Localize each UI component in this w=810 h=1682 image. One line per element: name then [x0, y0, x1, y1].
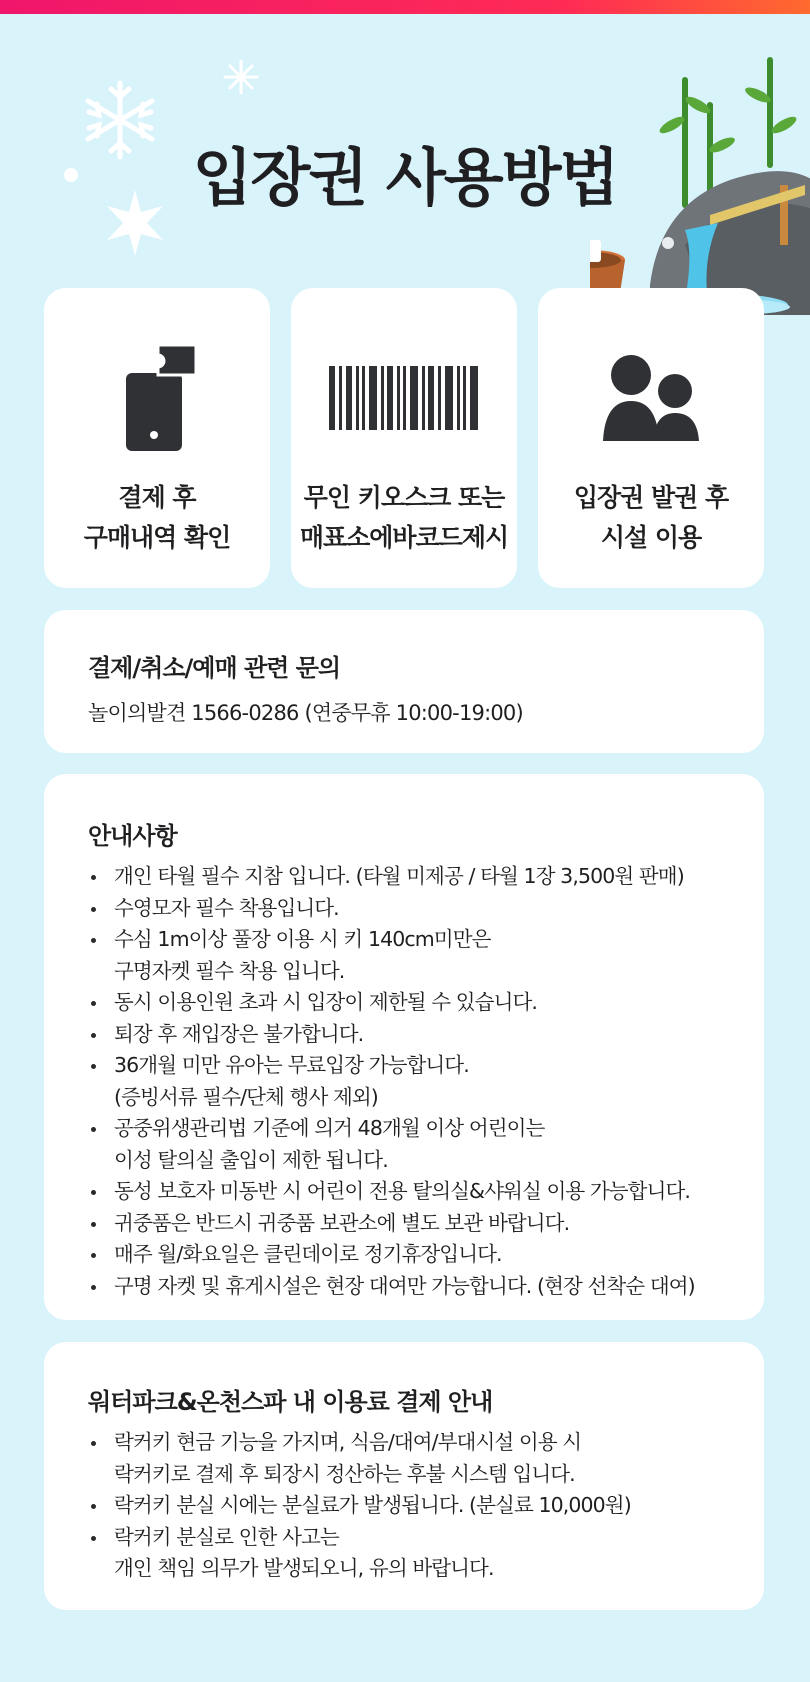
payment-list	[78, 1427, 734, 1585]
people-icon	[538, 343, 764, 453]
list-item: 락커키 현금 기능을 가지며, 식음/대여/부대시설 이용 시 락커키로 결제 후 퇴장시 정산하는 후불 시스템 입니다.	[78, 1427, 734, 1490]
contact-card	[44, 610, 764, 753]
notice-title: 안내사항	[88, 822, 177, 850]
sparkle-icon	[222, 58, 260, 96]
step-card-barcode	[291, 288, 517, 588]
list-item: 락커키 분실로 인한 사고는 개인 책임 의무가 발생되오니, 유의 바랍니다.	[78, 1522, 734, 1585]
list-item: 귀중품은 반드시 귀중품 보관소에 별도 보관 바랍니다.	[78, 1208, 734, 1240]
contact-info: 놀이의발견 1566-0286 (연중무휴 10:00-19:00)	[88, 701, 523, 725]
list-item: 개인 타월 필수 지참 입니다. (타월 미제공 / 타월 1장 3,500원 판매)	[78, 861, 734, 893]
mobile-ticket-icon	[44, 343, 270, 453]
payment-title: 워터파크&온천스파 내 이용료 결제 안내	[88, 1388, 493, 1416]
list-item: 구명 자켓 및 휴게시설은 현장 대여만 가능합니다. (현장 선착순 대여)	[78, 1271, 734, 1303]
contact-title: 결제/취소/예매 관련 문의	[88, 654, 341, 682]
barcode-icon	[291, 343, 517, 453]
payment-card	[44, 1342, 764, 1610]
top-accent-bar	[0, 0, 810, 14]
list-item: 36개월 미만 유아는 무료입장 가능합니다. (증빙서류 필수/단체 행사 제외)	[78, 1050, 734, 1113]
step-label: 입장권 발권 후 시설 이용	[573, 483, 729, 552]
notice-list	[78, 861, 734, 1302]
list-item: 동성 보호자 미동반 시 어린이 전용 탈의실&샤워실 이용 가능합니다.	[78, 1176, 734, 1208]
step-card-purchase	[44, 288, 270, 588]
step-card-entry	[538, 288, 764, 588]
notice-card	[44, 774, 764, 1320]
list-item: 수영모자 필수 착용입니다.	[78, 893, 734, 925]
list-item: 동시 이용인원 초과 시 입장이 제한될 수 있습니다.	[78, 987, 734, 1019]
list-item: 매주 월/화요일은 클린데이로 정기휴장입니다.	[78, 1239, 734, 1271]
step-label: 무인 키오스크 또는 매표소에바코드제시	[299, 483, 509, 552]
page-title: 입장권 사용방법	[192, 141, 618, 214]
step-label: 결제 후 구매내역 확인	[83, 483, 231, 552]
list-item: 공중위생관리법 기준에 의거 48개월 이상 어린이는 이성 탈의실 출입이 제한 됩니다.	[78, 1113, 734, 1176]
list-item: 수심 1m이상 풀장 이용 시 키 140cm미만은 구명자켓 필수 착용 입니다.	[78, 924, 734, 987]
list-item: 락커키 분실 시에는 분실료가 발생됩니다. (분실료 10,000원)	[78, 1490, 734, 1522]
list-item: 퇴장 후 재입장은 불가합니다.	[78, 1019, 734, 1051]
